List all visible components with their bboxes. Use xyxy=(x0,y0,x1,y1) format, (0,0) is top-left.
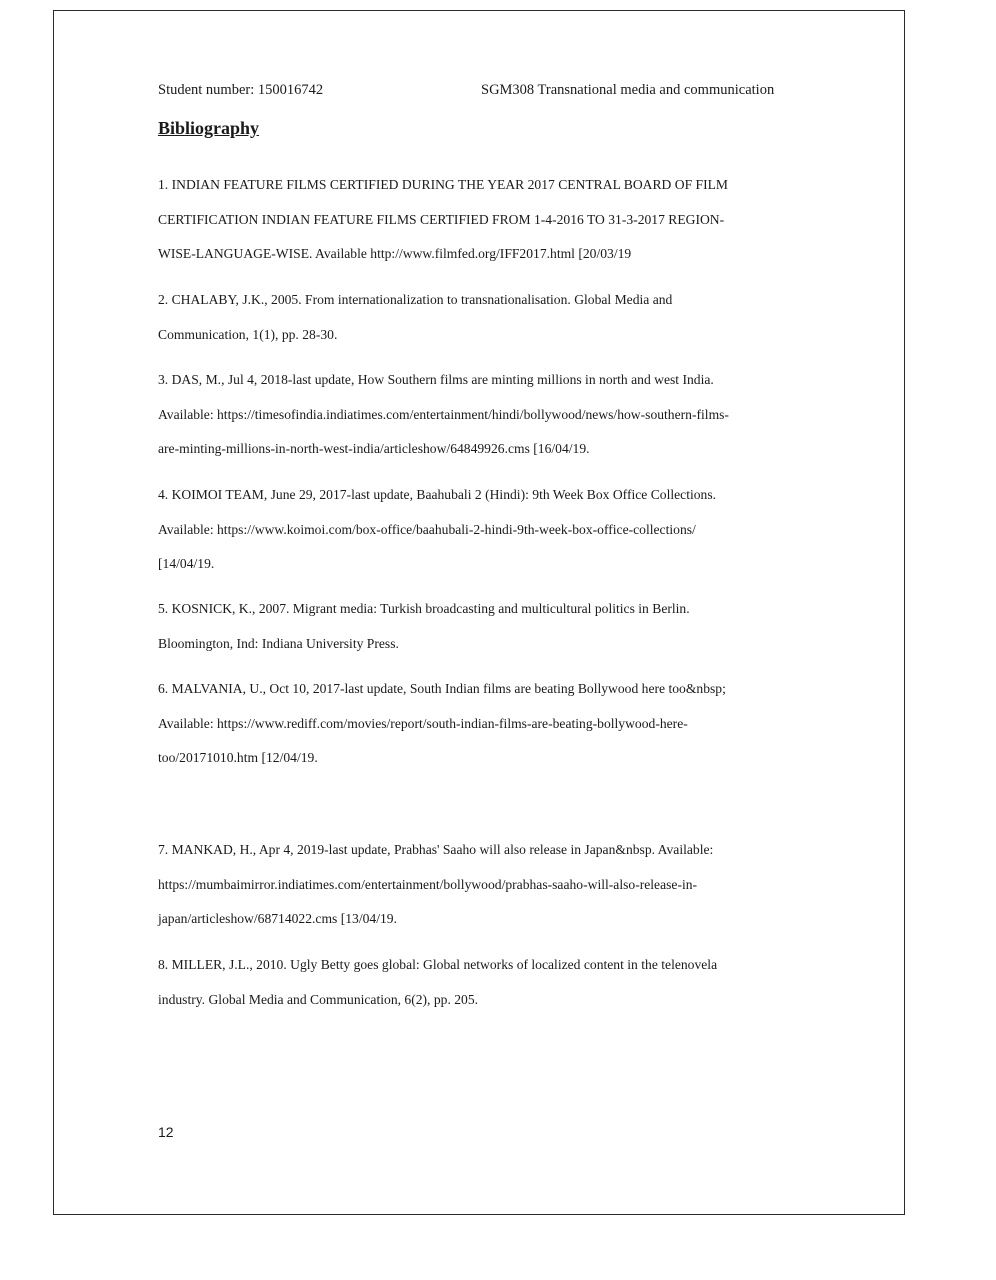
entry-line: japan/articleshow/68714022.cms [13/04/19. xyxy=(158,911,397,926)
entry-line: 6. MALVANIA, U., Oct 10, 2017-last update, South Indian films are beating Bollywood here too&nbsp; xyxy=(158,681,726,696)
bibliography-entry-4 xyxy=(158,486,716,590)
module-title: SGM308 Transnational media and communication xyxy=(481,82,775,98)
bibliography-entry-7 xyxy=(158,841,713,945)
entry-line: Available: https://www.koimoi.com/box-office/baahubali-2-hindi-9th-week-box-office-collections/ xyxy=(158,521,696,537)
entry-line: Communication, 1(1), pp. 28-30. xyxy=(158,326,338,342)
entry-line: Bloomington, Ind: Indiana University Press. xyxy=(158,635,399,651)
entry-line: Available: https://timesofindia.indiatimes.com/entertainment/hindi/bollywood/news/how-southern-films- xyxy=(158,406,729,422)
entry-line: 1. INDIAN FEATURE FILMS CERTIFIED DURING THE YEAR 2017 CENTRAL BOARD OF FILM xyxy=(158,177,728,192)
bibliography-entry-6 xyxy=(158,680,726,784)
entry-line: [14/04/19. xyxy=(158,556,215,571)
bibliography-entry-5 xyxy=(158,600,690,669)
entry-line: CERTIFICATION INDIAN FEATURE FILMS CERTIFIED FROM 1-4-2016 TO 31-3-2017 REGION- xyxy=(158,211,725,227)
entry-line: are-minting-millions-in-north-west-india/articleshow/64849926.cms [16/04/19. xyxy=(158,441,590,456)
entry-line: 8. MILLER, J.L., 2010. Ugly Betty goes global: Global networks of localized content in the telenovela xyxy=(158,957,718,972)
bibliography-entry-2 xyxy=(158,291,672,360)
entry-line: WISE-LANGUAGE-WISE. Available http://www.filmfed.org/IFF2017.html [20/03/19 xyxy=(158,246,632,261)
page-title: Bibliography xyxy=(158,118,260,138)
entry-line: industry. Global Media and Communication, 6(2), pp. 205. xyxy=(158,991,479,1007)
entry-line: 2. CHALABY, J.K., 2005. From internationalization to transnationalisation. Global Media and xyxy=(158,292,673,307)
bibliography-entry-8 xyxy=(158,956,717,1025)
bibliography-entry-3 xyxy=(158,371,729,475)
entry-line: too/20171010.htm [12/04/19. xyxy=(158,750,318,765)
bibliography-entry-1 xyxy=(158,176,728,280)
entry-line: 5. KOSNICK, K., 2007. Migrant media: Turkish broadcasting and multicultural politics in Berlin. xyxy=(158,601,690,616)
student-number: Student number: 150016742 xyxy=(158,82,324,98)
entry-line: 4. KOIMOI TEAM, June 29, 2017-last update, Baahubali 2 (Hindi): 9th Week Box Office Collections. xyxy=(158,487,717,502)
page-number: 12 xyxy=(158,1124,174,1140)
entry-line: 3. DAS, M., Jul 4, 2018-last update, How Southern films are minting millions in north and west India. xyxy=(158,372,714,387)
entry-line: Available: https://www.rediff.com/movies/report/south-indian-films-are-beating-bollywood-here- xyxy=(158,715,688,731)
entry-line: 7. MANKAD, H., Apr 4, 2019-last update, Prabhas' Saaho will also release in Japan&nbsp. Available: xyxy=(158,842,714,857)
entry-line: https://mumbaimirror.indiatimes.com/entertainment/bollywood/prabhas-saaho-will-also-release-in- xyxy=(158,876,698,892)
